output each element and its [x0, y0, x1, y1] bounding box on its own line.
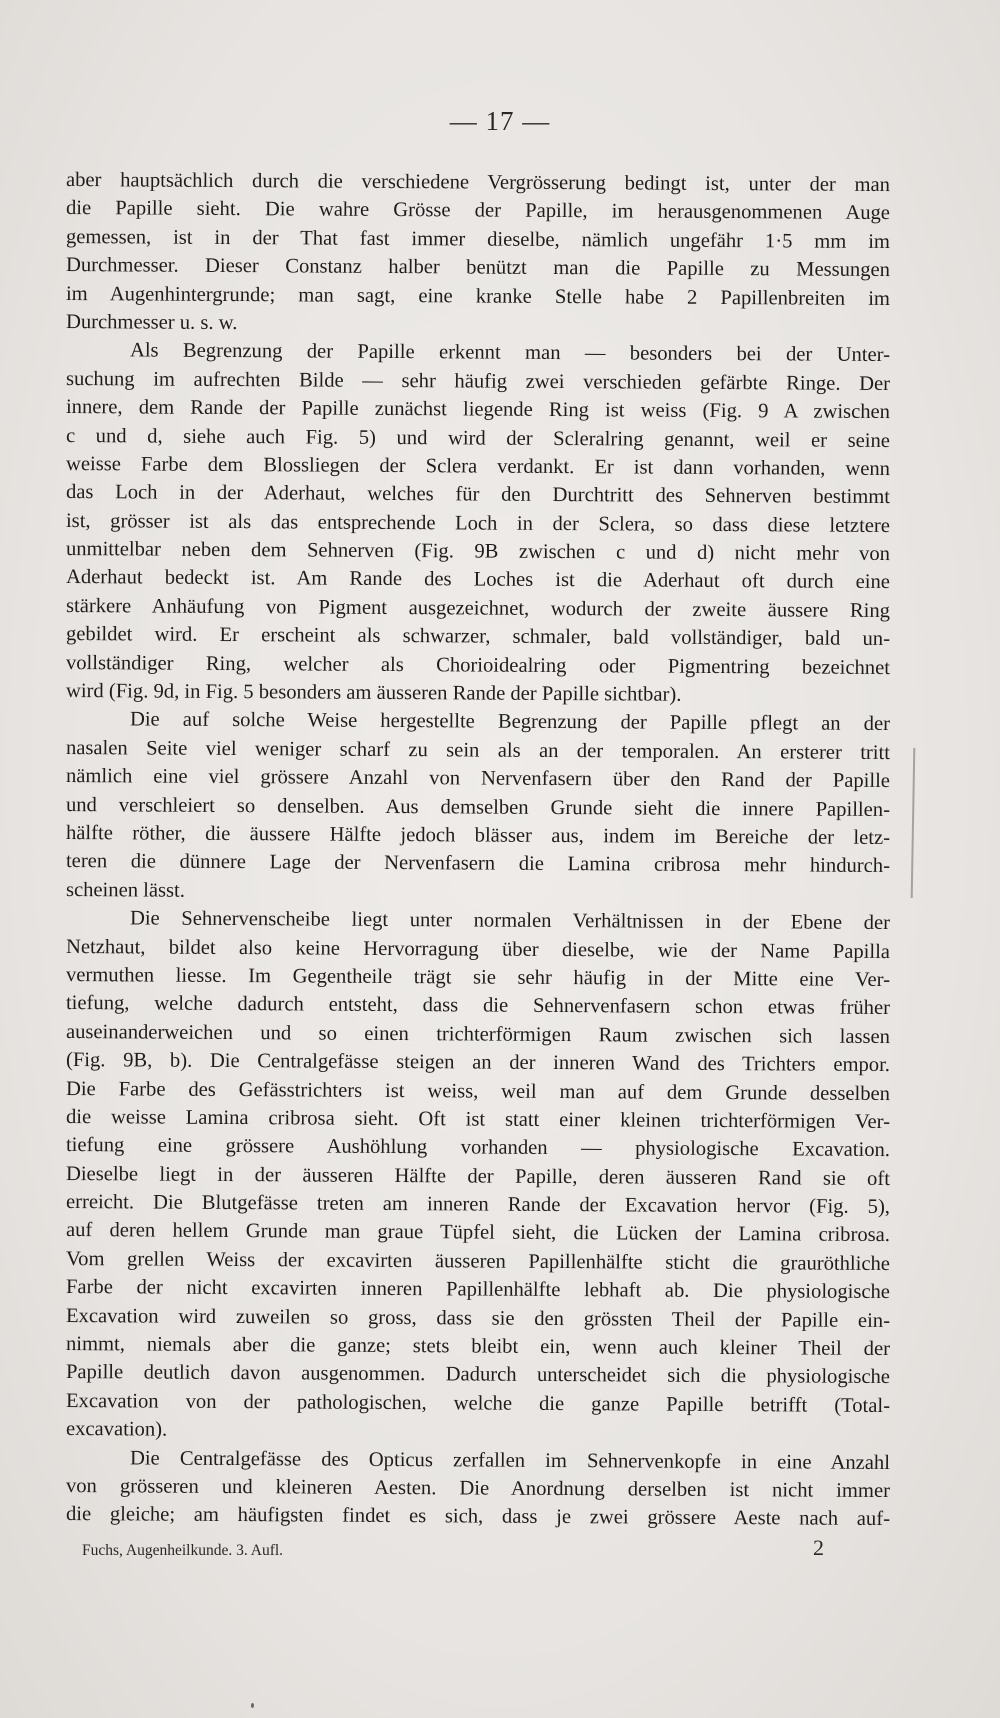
text-line: tiefung, welche dadurch entsteht, dass die Sehnervenfasern schon etwas früher — [65, 992, 891, 1020]
text-line: c und d, siehe auch Fig. 5) und wird der Scleralring genannt, weil er seine — [65, 424, 891, 452]
text-line: aber hauptsächlich durch die verschiedene Vergrösserung bedingt ist, unter der man — [65, 169, 891, 197]
text-line: Durchmesser u. s. w. — [65, 310, 238, 334]
text-line: Excavation wird zuweilen so gross, dass sie den grössten Theil der Papille ein- — [65, 1304, 891, 1332]
text-line: nämlich eine viel grössere Anzahl von Nervenfasern über den Rand der Papille — [65, 765, 891, 793]
text-line: Die Sehnervenscheibe liegt unter normalen Verhältnissen in der Ebene der — [129, 907, 891, 935]
text-line: erreicht. Die Blutgefässe treten am inneren Rande der Excavation hervor (Fig. 5), — [65, 1191, 891, 1219]
text-line: Als Begrenzung der Papille erkennt man — besonders bei der Unter- — [129, 339, 891, 367]
text-line: von grösseren und kleineren Aesten. Die Anordnung derselben ist nicht immer — [65, 1474, 891, 1503]
footer-source: Fuchs, Augenheilkunde. 3. Aufl. — [82, 1542, 284, 1559]
text-line: im Augenhintergrunde; man sagt, eine kranke Stelle habe 2 Papillenbreiten im — [65, 282, 891, 310]
text-line: excavation). — [65, 1418, 168, 1441]
text-line: nasalen Seite viel weniger scharf zu sein als an der temporalen. An ersterer tritt — [65, 736, 891, 764]
page-footer — [82, 1535, 872, 1561]
text-line: wird (Fig. 9d, in Fig. 5 besonders am äusseren Rande der Papille sichtbar). — [65, 680, 682, 706]
text-line: ist, grösser ist als das entsprechende Loch in der Sclera, so dass diese letztere — [65, 509, 891, 537]
text-line: gemessen, ist in der That fast immer dieselbe, nämlich ungefähr 1·5 mm im — [65, 225, 891, 253]
text-line: das Loch in der Aderhaut, welches für den Durchtritt des Sehnerven bestimmt — [65, 481, 891, 509]
signature-mark: 2 — [813, 1535, 824, 1560]
text-line: tiefung eine grössere Aushöhlung vorhanden — physiologische Excavation. — [65, 1134, 891, 1162]
text-line: Netzhaut, bildet also keine Hervorragung über dieselbe, wie der Name Papilla — [65, 935, 891, 963]
text-line: Excavation von der pathologischen, welche die ganze Papille betrifft (Total- — [65, 1389, 891, 1417]
text-line: die weisse Lamina cribrosa sieht. Oft ist statt einer kleinen trichterförmigen Ver- — [65, 1105, 891, 1133]
text-line: Vom grellen Weiss der excavirten äusseren Papillenhälfte sticht die grauröthliche — [65, 1247, 891, 1275]
body-text — [66, 166, 890, 1529]
text-line: teren die dünnere Lage der Nervenfasern die Lamina cribrosa mehr hindurch- — [65, 850, 891, 878]
text-line: die Papille sieht. Die wahre Grösse der Papille, im herausgenommenen Auge — [65, 197, 891, 225]
text-line: vermuthen liesse. Im Gegentheile trägt sie sehr häufig in der Mitte eine Ver- — [65, 963, 891, 991]
text-line: innere, dem Rande der Papille zunächst liegende Ring ist weiss (Fig. 9 A zwischen — [65, 396, 891, 424]
page-number: — 17 — — [449, 106, 551, 136]
margin-pencil-mark — [911, 748, 916, 898]
text-line: Aderhaut bedeckt ist. Am Rande des Loches ist die Aderhaut oft durch eine — [65, 566, 891, 594]
text-line: stärkere Anhäufung von Pigment ausgezeichnet, wodurch der zweite äussere Ring — [65, 594, 891, 622]
text-line: Die Farbe des Gefässtrichters ist weiss, weil man auf dem Grunde desselben — [65, 1077, 891, 1105]
text-line: gebildet wird. Er erscheint als schwarzer, schmaler, bald vollständiger, bald un- — [65, 623, 891, 651]
text-line: Dieselbe liegt in der äusseren Hälfte der Papille, deren äusseren Rand sie oft — [65, 1162, 891, 1190]
text-line: vollständiger Ring, welcher als Chorioidealring oder Pigmentring bezeichnet — [65, 651, 891, 679]
text-line: auseinanderweichen und so einen trichterförmigen Raum zwischen sich lassen — [65, 1020, 891, 1048]
text-line: (Fig. 9B, b). Die Centralgefässe steigen an der inneren Wand des Trichters empor. — [65, 1049, 891, 1077]
text-line: und verschleiert so denselben. Aus demselben Grunde sieht die innere Papillen- — [65, 793, 891, 821]
text-line: scheinen lässt. — [65, 878, 186, 902]
text-line: die gleiche; am häufigsten findet es sich, dass je zwei grössere Aeste nach auf- — [65, 1503, 891, 1531]
text-line: unmittelbar neben dem Sehnerven (Fig. 9B zwischen c und d) nicht mehr von — [65, 538, 891, 566]
text-line: Farbe der nicht excavirten inneren Papillenhälfte lebhaft ab. Die physiologische — [65, 1276, 891, 1304]
text-line: auf deren hellem Grunde man graue Tüpfel sieht, die Lücken der Lamina cribrosa. — [65, 1219, 891, 1247]
text-line: Die auf solche Weise hergestellte Begrenzung der Papille pflegt an der — [129, 708, 891, 736]
text-line: Die Centralgefässe des Opticus zerfallen im Sehnervenkopfe in eine Anzahl — [129, 1446, 891, 1474]
text-line: weisse Farbe dem Blossliegen der Sclera verdankt. Er ist dann vorhanden, wenn — [65, 452, 891, 480]
paper-speck — [251, 1703, 254, 1708]
text-line: hälfte röther, die äussere Hälfte jedoch blässer aus, indem im Bereiche der letz- — [65, 821, 891, 850]
text-line: Papille deutlich davon ausgenommen. Dadurch unterscheidet sich die physiologische — [65, 1361, 891, 1389]
text-line: suchung im aufrechten Bilde — sehr häufig zwei verschieden gefärbte Ringe. Der — [65, 367, 891, 395]
text-line: Durchmesser. Dieser Constanz halber benützt man die Papille zu Messungen — [65, 254, 891, 282]
text-line: nimmt, niemals aber die ganze; stets bleibt ein, wenn auch kleiner Theil der — [65, 1333, 891, 1361]
